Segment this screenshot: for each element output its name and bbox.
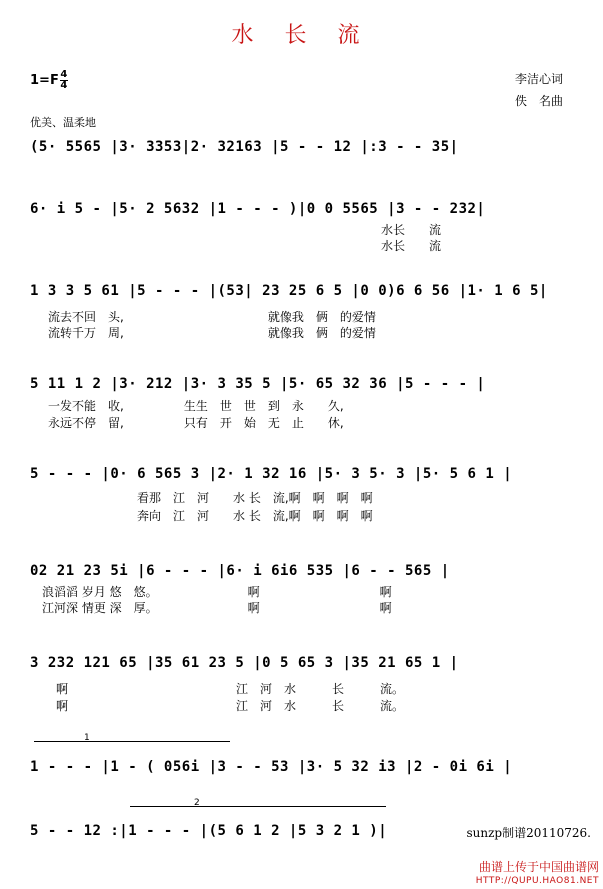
volta-1-number: 1 — [84, 733, 90, 743]
time-signature — [60, 70, 68, 91]
notation-row-3: 1 3 3 5 61 |5 - - - |(53| 23 25 6 5 |0 0)6 6 56 |1· 1 6 5| — [30, 283, 548, 299]
lyric-row-5-verse-1: 看那 江 河 水 长 流,啊 啊 啊 啊 — [137, 491, 373, 505]
lyric-row-6-verse-2: 江河深 情更 深 厚。 啊 啊 — [42, 601, 392, 615]
tempo-marking: 优美、温柔地 — [30, 116, 96, 129]
notation-row-9: 5 - - 12 :|1 - - - |(5 6 1 2 |5 3 2 1 )| — [30, 823, 388, 839]
watermark-text: 曲谱上传于中国曲谱网 — [478, 860, 599, 874]
lyric-row-5-verse-2: 奔向 江 河 水 长 流,啊 啊 啊 啊 — [137, 509, 373, 523]
lyric-row-6-verse-1: 浪滔滔 岁月 悠 悠。 啊 啊 — [42, 585, 392, 599]
notation-row-6: 02 21 23 5i |6 - - - |6· i 6i6 535 |6 - - 565 | — [30, 563, 450, 579]
notation-row-2: 6· i 5 - |5· 2 5632 |1 - - - )|0 0 5565 |3 - - 232| — [30, 201, 486, 217]
key-signature — [30, 70, 68, 91]
site-watermark — [476, 860, 599, 888]
lyric-row-3-verse-2: 流转千万 周, 就像我 俩 的爱情 — [48, 326, 376, 340]
lyric-row-4-verse-1: 一发不能 收, 生生 世 世 到 永 久, — [48, 399, 344, 413]
volta-first-ending — [34, 733, 230, 743]
watermark-url: HTTP://QUPU.HAO81.NET — [475, 876, 599, 886]
notation-row-7: 3 232 121 65 |35 61 23 5 |0 5 65 3 |35 21 65 1 | — [30, 655, 459, 671]
volta-second-ending — [130, 798, 386, 808]
lyricist-credit: 李洁心词 — [514, 72, 563, 86]
notation-row-4: 5 11 1 2 |3· 212 |3· 3 35 5 |5· 65 32 36 |5 - - - | — [30, 376, 486, 392]
lyric-row-4-verse-2: 永远不停 留, 只有 开 始 无 止 休, — [48, 416, 344, 430]
composer-credit: 佚 名曲 — [514, 94, 563, 108]
lyric-row-7-verse-1: 啊 江 河 水 长 流。 — [56, 682, 405, 696]
transcriber-signature: sunzp制谱20110726. — [466, 826, 591, 840]
notation-row-8: 1 - - - |1 - ( 056i |3 - - 53 |3· 5 32 i3 |2 - 0i 6i | — [30, 759, 513, 775]
volta-2-number: 2 — [194, 798, 200, 808]
lyric-row-3-verse-1: 流去不回 头, 就像我 俩 的爱情 — [48, 310, 376, 324]
lyric-row-7-verse-2: 啊 江 河 水 长 流。 — [56, 699, 405, 713]
lyric-row-2-verse-2: 水长 流 — [381, 239, 442, 253]
notation-row-1: (5· 5565 |3· 3353|2· 32163 |5 - - 12 |:3 - - 35| — [30, 139, 459, 155]
lyric-row-2-verse-1: 水长 流 — [381, 223, 442, 237]
notation-row-5: 5 - - - |0· 6 565 3 |2· 1 32 16 |5· 3 5· 3 |5· 5 6 1 | — [30, 466, 513, 482]
key-label: 1=F — [30, 73, 59, 88]
song-title: 水 长 流 — [231, 23, 372, 48]
time-denominator: 4 — [60, 80, 68, 91]
time-numerator: 4 — [60, 69, 68, 80]
